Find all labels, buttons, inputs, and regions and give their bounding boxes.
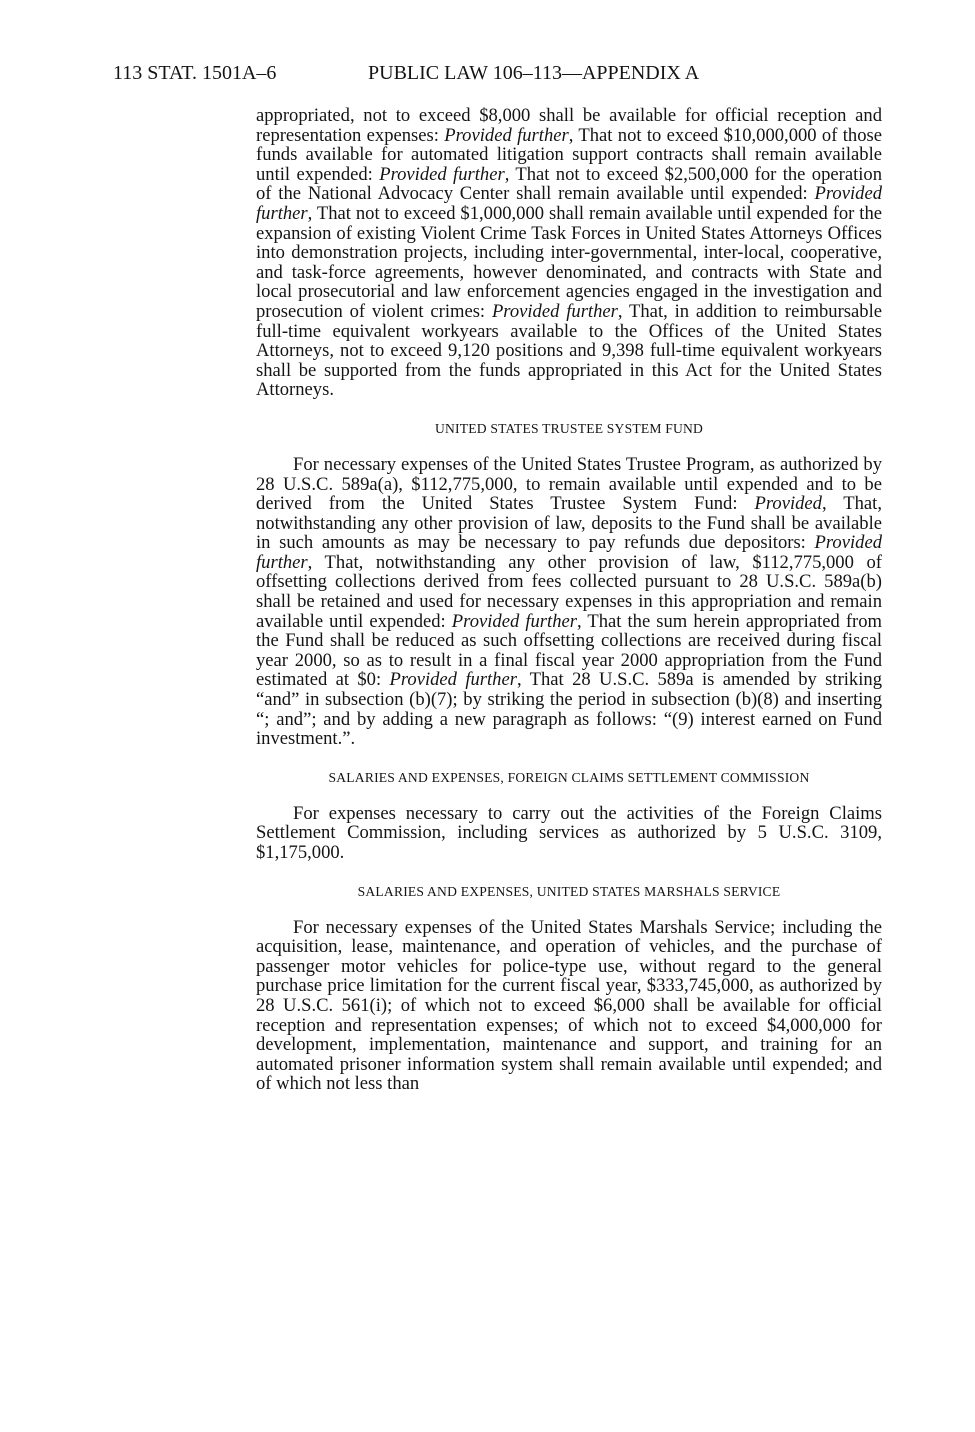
public-law-title: PUBLIC LAW 106–113—APPENDIX A: [368, 62, 700, 84]
paragraph-us-attorneys-continued: appropriated, not to exceed $8,000 shall be available for official reception and representation expenses: Provided further, That not to exceed $10,000,000 of those funds available for automated litigation support contracts shall remain available until expended: Provided further, That not to exceed $2,500,000 for the operation of the National Advocacy Center shall remain available until expended: Provided further, That not to exceed $1,000,000 shall remain available until expended for the expansion of existing Violent Crime Task Forces in United States Attorneys Offices into demonstration projects, including inter-governmental, inter-local, cooperative, and task-force agreements, however denominated, and contracts with State and local prosecutorial and law enforcement agencies engaged in the investigation and prosecution of violent crimes: Provided further, That, in addition to reimbursable full-time equivalent workyears available to the Offices of the United States Attorneys, not to exceed 9,120 positions and 9,398 full-time equivalent workyears shall be supported from the funds appropriated in this Act for the United States Attorneys.: [256, 105, 883, 401]
page-body: [256, 106, 882, 1094]
paragraph-trustee-fund: For necessary expenses of the United States Trustee Program, as authorized by 28 U.S.C. 589a(a), $112,775,000, to remain available until expended and to be derived from the United States Trustee System Fund: Provided, That, notwithstanding any other provision of law, deposits to the Fund shall be available in such amounts as may be necessary to pay refunds due depositors: Provided further, That, notwithstanding any other provision of law, $112,775,000 of offsetting collections derived from fees collected pursuant to 28 U.S.C. 589a(b) shall be retained and used for necessary expenses in this appropriation and remain available until expended: Provided further, That the sum herein appropriated from the Fund shall be reduced as such offsetting collections are received during fiscal year 2000, so as to result in a final fiscal year 2000 appropriation from the Fund estimated at $0: Provided further, That 28 U.S.C. 589a is amended by striking “and” in subsection (b)(7); by striking the period in subsection (b)(8) and inserting “; and”; and by adding a new paragraph as follows: “(9) interest earned on Fund investment.”.: [256, 453, 883, 750]
running-head: [113, 62, 893, 85]
paragraph-foreign-claims: For expenses necessary to carry out the activities of the Foreign Claims Settlement Commission, including services as authorized by 5 U.S.C. 3109, $1,175,000.: [256, 802, 882, 863]
section-heading-marshals-service: SALARIES AND EXPENSES, UNITED STATES MARSHALS SERVICE: [357, 883, 781, 899]
section-heading-trustee-fund: UNITED STATES TRUSTEE SYSTEM FUND: [434, 420, 704, 436]
statute-page-number: 113 STAT. 1501A–6: [113, 62, 277, 84]
paragraph-marshals-service: For necessary expenses of the United States Marshals Service; including the acquisition, lease, maintenance, and operation of vehicles, and the purchase of passenger motor vehicles for police-type use, without regard to the general purchase price limitation for the current fiscal year, $333,745,000, as authorized by 28 U.S.C. 561(i); of which not to exceed $6,000 shall be available for official reception and representation expenses; of which not to exceed $4,000,000 for development, implementation, maintenance and support, and training for an automated prisoner information system shall remain available until expended; and of which not less than: [256, 916, 882, 1095]
section-heading-foreign-claims: SALARIES AND EXPENSES, FOREIGN CLAIMS SETTLEMENT COMMISSION: [328, 769, 810, 785]
